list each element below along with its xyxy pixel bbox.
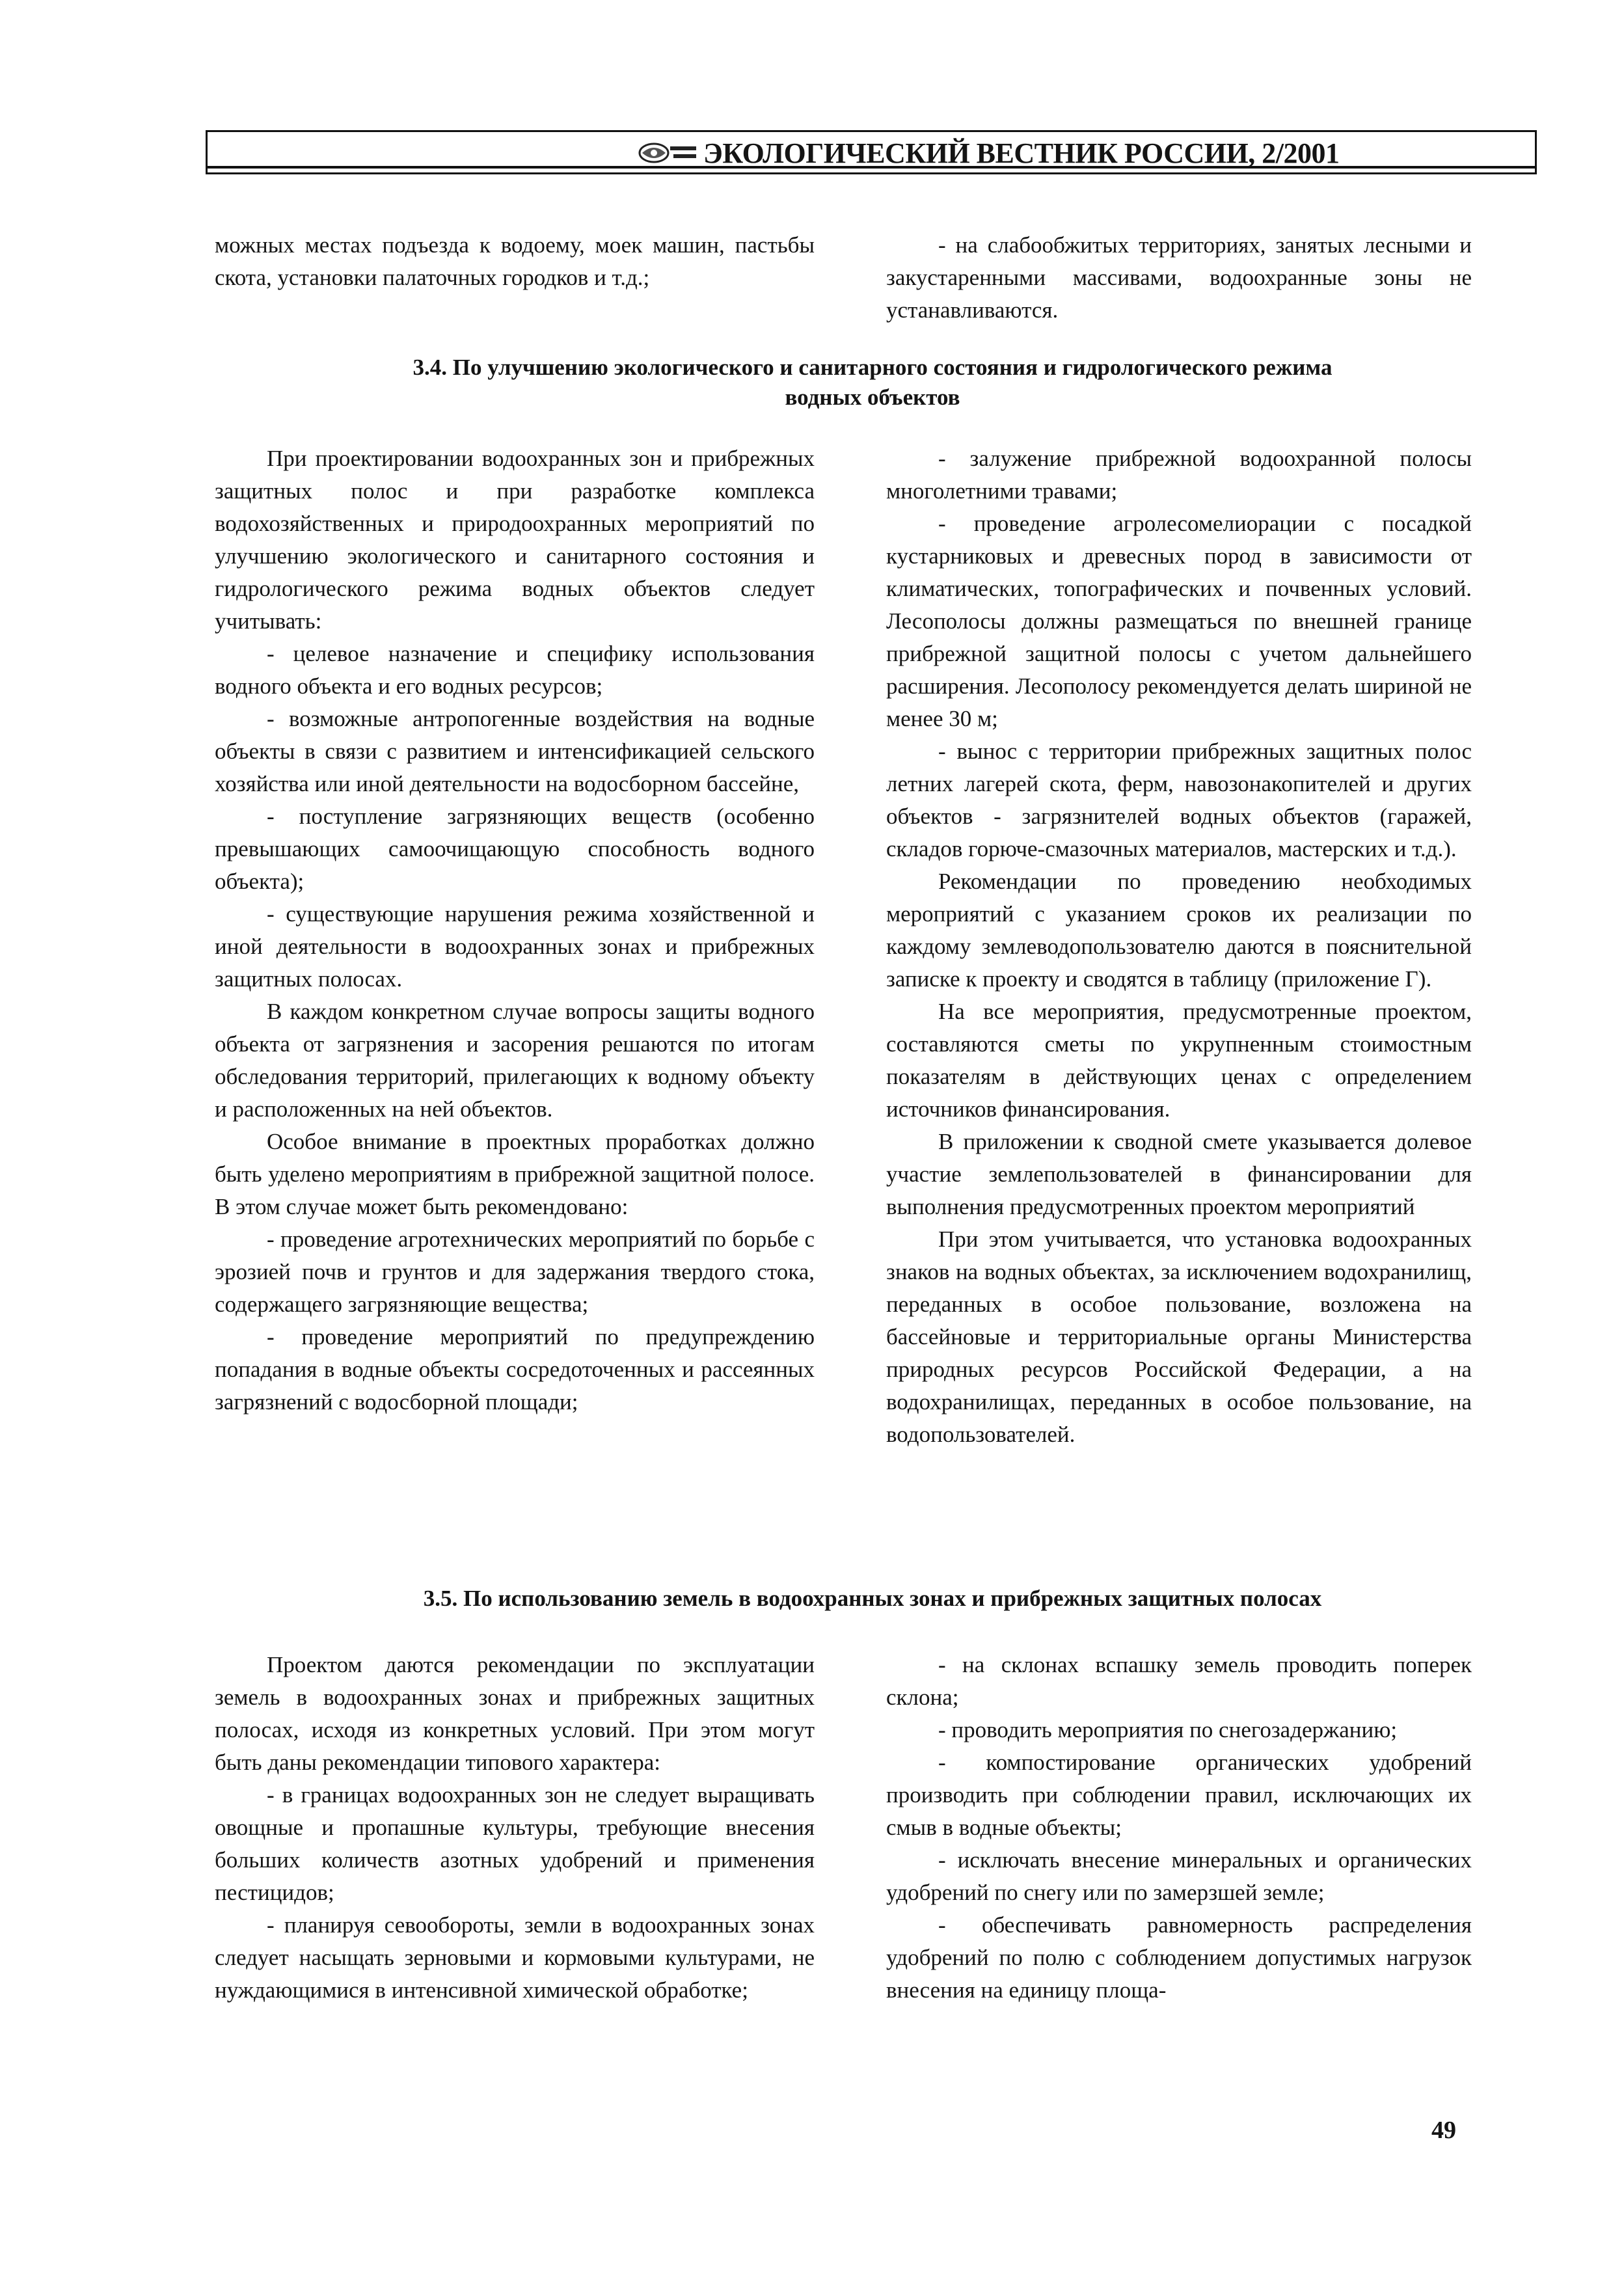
paragraph: Рекомендации по проведению необходимых мероприятий с указанием сроков их реализации по каждому землеводопользователю даются в пояснительной записке к проекту и сводятся в таблицу (приложение Г). (886, 869, 1472, 992)
list-item: - компостирование органических удобрений производить при соблюдении правил, исключающих их смыв в водные объекты; (886, 1750, 1472, 1840)
section-3-4-heading-line2: водных объектов (785, 385, 960, 410)
top-right-column (886, 229, 1472, 327)
list-item: - обеспечивать равномерность распределения удобрений по полю с соблюдением допустимых нагрузок внесения на единицу площа- (886, 1912, 1472, 2003)
list-item: - вынос с территории прибрежных защитных полос летних лагерей скота, ферм, навозонакопителей и других объектов - загрязнителей водных объектов (гаражей, складов горюче-смазочных материалов, мастерских и т.д.). (886, 738, 1472, 861)
list-item: - проведение мероприятий по предупреждению попадания в водные объекты сосредоточенных и рассеянных загрязнений с водосборной площади; (215, 1324, 815, 1415)
list-item: - проведение агротехнических мероприятий по борьбе с эрозией почв и грунтов и для задержания твердого стока, содержащего загрязняющие вещества; (215, 1226, 815, 1317)
journal-title: ЭКОЛОГИЧЕСКИЙ ВЕСТНИК РОССИИ, 2/2001 (703, 137, 1340, 169)
list-item: - целевое назначение и специфику использования водного объекта и его водных ресурсов; (215, 641, 815, 699)
list-item: - на склонах вспашку земель проводить поперек склона; (886, 1652, 1472, 1710)
section-3-5-left-column (215, 1649, 815, 2007)
paragraph: В каждом конкретном случае вопросы защиты водного объекта от загрязнения и засорения решаются по итогам обследования территорий, прилегающих к водному объекту и расположенных на ней объектов. (215, 999, 815, 1122)
list-item: - проводить мероприятия по снегозадержанию; (938, 1717, 1398, 1742)
section-3-5-heading: 3.5. По использованию земель в водоохранных зонах и прибрежных защитных полосах (423, 1586, 1322, 1611)
list-item: - возможные антропогенные воздействия на водные объекты в связи с развитием и интенсификацией сельского хозяйства или иной деятельности на водосборном бассейне, (215, 706, 815, 796)
list-item: - залужение прибрежной водоохранной полосы многолетними травами; (886, 446, 1472, 504)
paragraph: Проектом даются рекомендации по эксплуатации земель в водоохранных зонах и прибрежных защитных полосах, исходя из конкретных условий. При этом могут быть даны рекомендации типового характера: (215, 1652, 815, 1775)
paragraph: На все мероприятия, предусмотренные проектом, составляются сметы по укрупненным стоимостным показателям в действующих ценах с определением источников финансирования. (886, 999, 1472, 1122)
paragraph: В приложении к сводной смете указывается долевое участие землепользователей в финансировании для выполнения предусмотренных проектом мероприятий (886, 1129, 1472, 1219)
journal-logo-icon (634, 140, 699, 166)
section-3-5-right-column (886, 1649, 1472, 2007)
list-item: - поступление загрязняющих веществ (особенно превышающих самоочищающую способность водного объекта); (215, 804, 815, 894)
page-number: 49 (1431, 2117, 1456, 2144)
paragraph: При проектировании водоохранных зон и прибрежных защитных полос и при разработке комплекса водохозяйственных и природоохранных мероприятий по улучшению экологического и санитарного состояния и гидрологического режима водных объектов следует учитывать: (215, 446, 815, 634)
paragraph: - на слабообжитых территориях, занятых лесными и закустаренными массивами, водоохранные зоны не устанавливаются. (886, 232, 1472, 323)
list-item: - существующие нарушения режима хозяйственной и иной деятельности в водоохранных зонах и прибрежных защитных полосах. (215, 901, 815, 992)
paragraph: При этом учитывается, что установка водоохранных знаков на водных объектах, за исключением водохранилищ, переданных в особое пользование, возложена на бассейновые и территориальные органы Министерства природных ресурсов Российской Федерации, а на водохранилищах, переданных в особое пользование, на водопользователей. (886, 1226, 1472, 1447)
top-left-column (215, 229, 815, 294)
journal-header (206, 130, 1537, 174)
list-item: - исключать внесение минеральных и органических удобрений по снегу или по замерзшей земле; (886, 1847, 1472, 1905)
paragraph: Особое внимание в проектных проработках должно быть уделено мероприятиям в прибрежной защитной полосе. В этом случае может быть рекомендовано: (215, 1129, 815, 1219)
list-item: - планируя севообороты, земли в водоохранных зонах следует насыщать зерновыми и кормовыми культурами, не нуждающимися в интенсивной химической обработке; (215, 1912, 815, 2003)
section-3-4-left-column (215, 442, 815, 1418)
paragraph: можных местах подъезда к водоему, моек машин, пастьбы скота, установки палаточных городков и т.д.; (215, 232, 815, 290)
section-3-4-heading (206, 353, 1539, 413)
list-item: - в границах водоохранных зон не следует выращивать овощные и пропашные культуры, требующие внесения больших количеств азотных удобрений и применения пестицидов; (215, 1782, 815, 1905)
section-3-4-heading-line1: 3.4. По улучшению экологического и санитарного состояния и гидрологического режима (413, 355, 1333, 380)
section-3-4-right-column (886, 442, 1472, 1451)
list-item: - проведение агролесомелиорации с посадкой кустарниковых и древесных пород в зависимости от климатических, топографических и почвенных условий. Лесополосы должны размещаться по внешней границе прибрежной защитной полосы с учетом дальнейшего расширения. Лесополосу рекомендуется делать шириной не менее 30 м; (886, 511, 1472, 731)
